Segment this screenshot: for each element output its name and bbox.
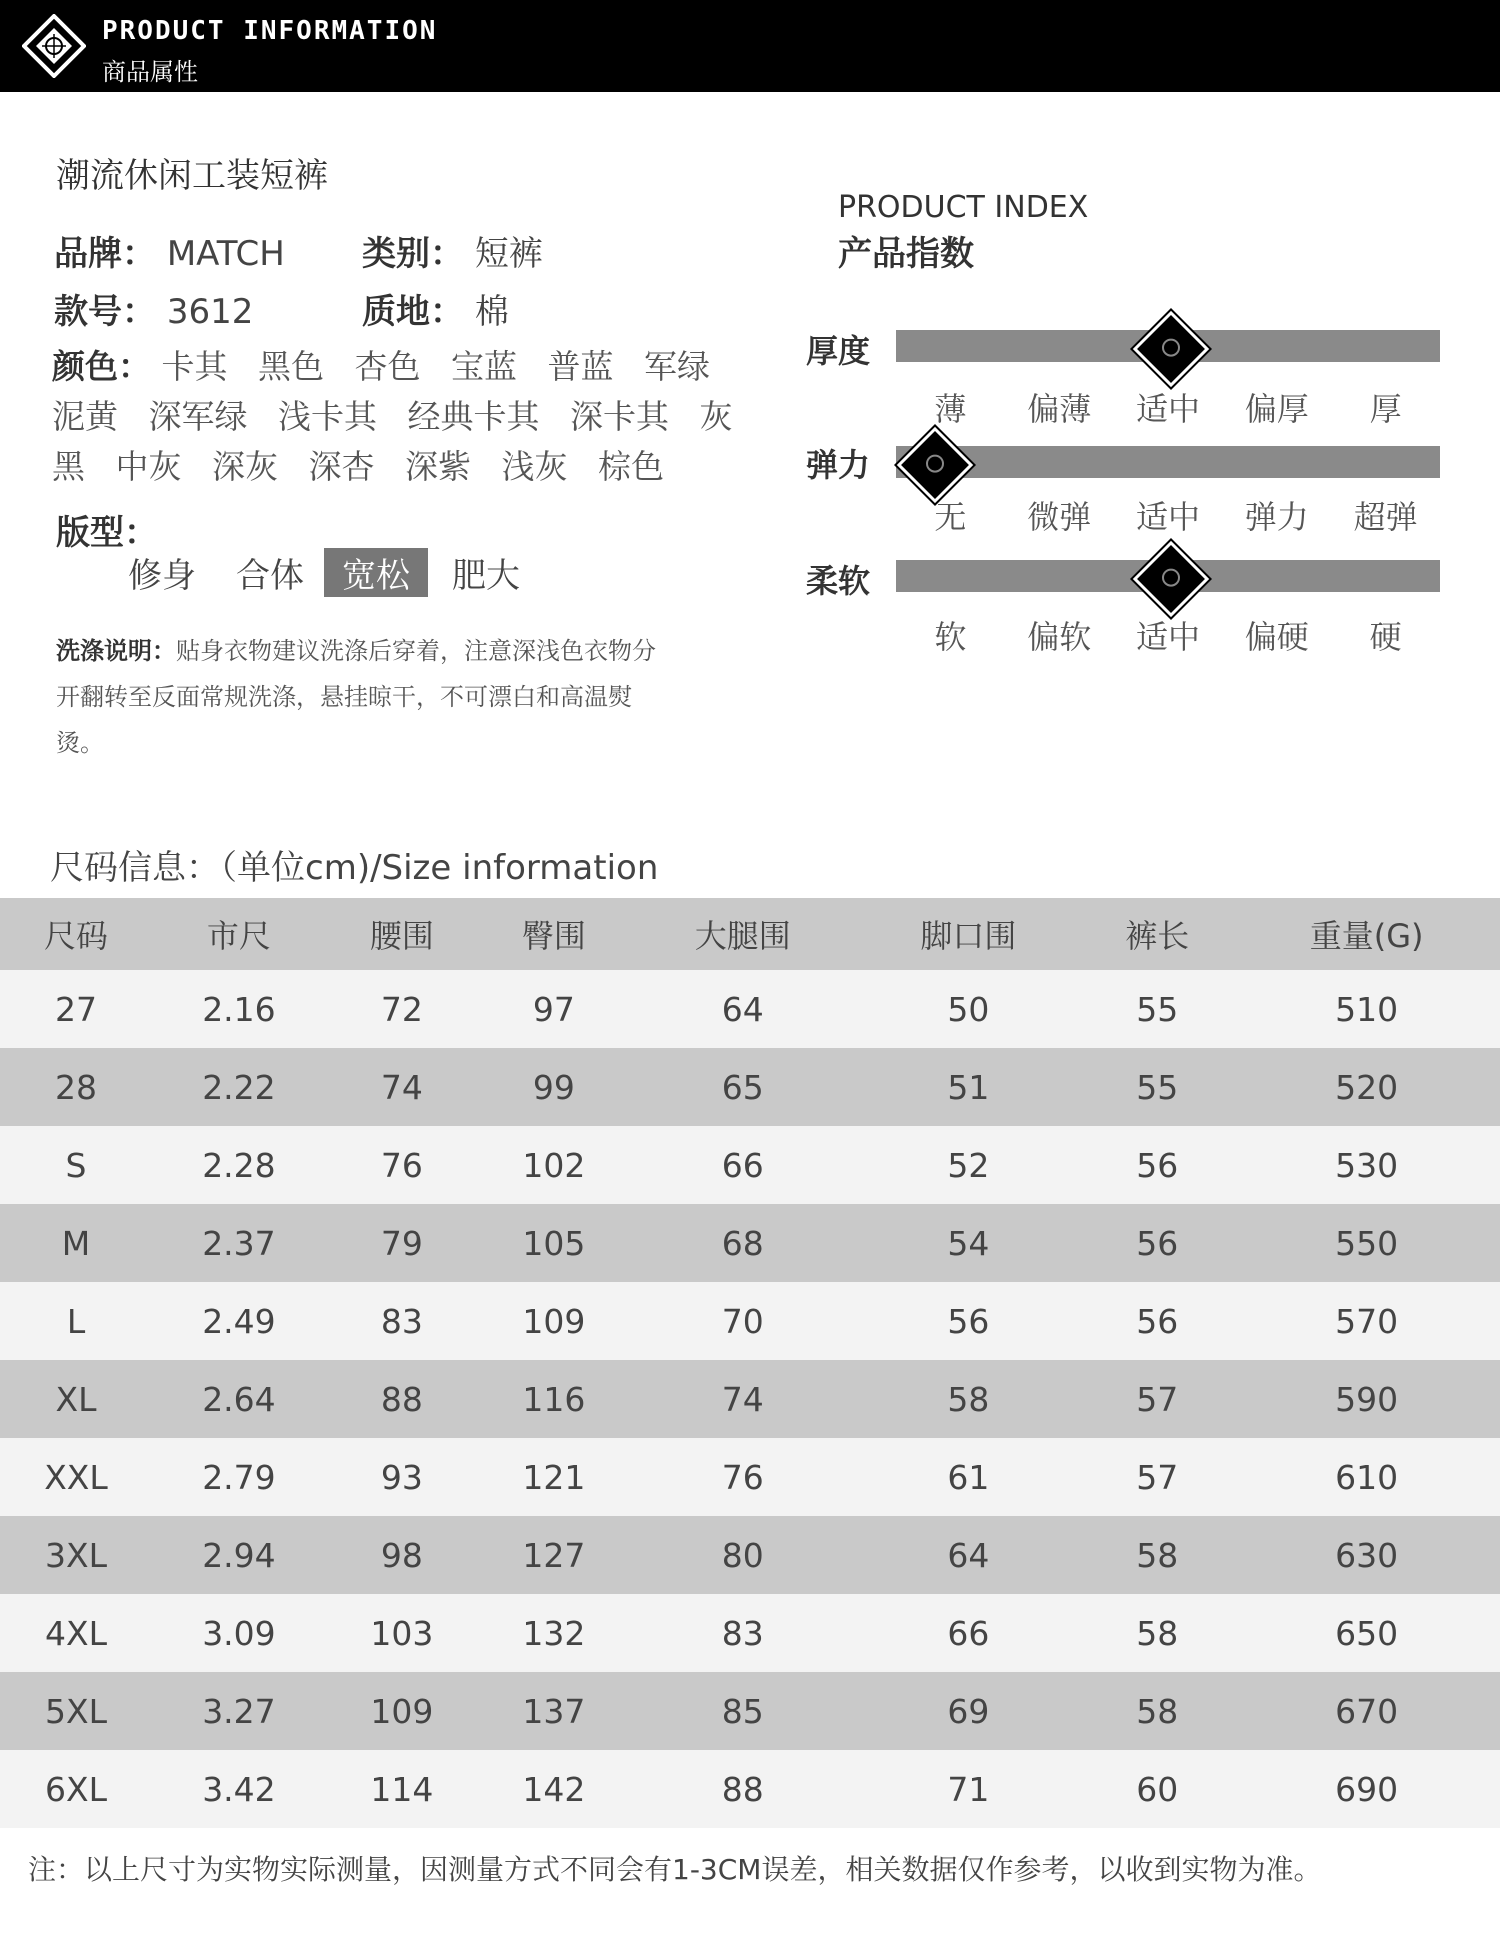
softness-marker-icon (1133, 541, 1209, 617)
material-attr (362, 284, 509, 333)
scale-label: 偏软 (1027, 618, 1092, 656)
table-cell: 52 (856, 1126, 1082, 1204)
wash-label: 洗涤说明： (56, 637, 176, 665)
table-cell: 65 (630, 1048, 856, 1126)
table-cell: 83 (326, 1282, 478, 1360)
table-row (0, 1126, 1500, 1204)
elasticity-bar (896, 446, 1440, 478)
scale-label: 无 (934, 498, 967, 536)
scale-label: 适中 (1135, 618, 1200, 656)
table-cell: 71 (856, 1750, 1082, 1828)
table-cell: 74 (630, 1360, 856, 1438)
table-cell: 2.16 (152, 970, 326, 1048)
scale-label: 偏薄 (1027, 390, 1092, 428)
table-row (0, 1672, 1500, 1750)
category-value: 短裤 (474, 234, 543, 274)
table-cell: 93 (326, 1438, 478, 1516)
table-cell: 56 (1081, 1282, 1233, 1360)
color-item: 经典卡其 (407, 397, 540, 436)
table-cell: 55 (1081, 1048, 1233, 1126)
size-info-title: 尺码信息：（单位cm)/Size information (50, 848, 659, 888)
col-header: 尺码 (0, 898, 152, 970)
color-item: 灰黑 (52, 397, 733, 486)
category-attr (362, 226, 543, 275)
page-header (0, 0, 1500, 92)
table-cell: 2.94 (152, 1516, 326, 1594)
brand-logo-icon (22, 14, 86, 78)
color-item: 宝蓝 (451, 347, 517, 386)
table-cell: 88 (630, 1750, 856, 1828)
table-cell: XL (0, 1360, 152, 1438)
scale-label: 超弹 (1353, 498, 1418, 536)
table-cell: 2.28 (152, 1126, 326, 1204)
scale-label: 偏厚 (1244, 390, 1309, 428)
table-cell: 58 (1081, 1672, 1233, 1750)
scale-label: 薄 (934, 390, 967, 428)
table-cell: 116 (478, 1360, 630, 1438)
table-cell: 56 (856, 1282, 1082, 1360)
table-cell: 137 (478, 1672, 630, 1750)
table-cell: 60 (1081, 1750, 1233, 1828)
table-cell: 121 (478, 1438, 630, 1516)
table-cell: 56 (1081, 1126, 1233, 1204)
product-title: 潮流休闲工装短裤 (56, 156, 328, 196)
scale-label: 弹力 (1244, 498, 1309, 536)
color-item: 深杏 (308, 447, 375, 486)
col-header: 大腿围 (630, 898, 856, 970)
col-header: 臀围 (478, 898, 630, 970)
size-table (0, 898, 1500, 1828)
table-cell: 550 (1233, 1204, 1500, 1282)
table-cell: 2.49 (152, 1282, 326, 1360)
table-cell: 99 (478, 1048, 630, 1126)
table-cell: 590 (1233, 1360, 1500, 1438)
size-table-header (0, 898, 1500, 970)
color-item: 深紫 (405, 447, 471, 486)
table-cell: 70 (630, 1282, 856, 1360)
color-item: 普蓝 (547, 347, 614, 386)
scale-label: 软 (934, 618, 967, 656)
table-cell: 510 (1233, 970, 1500, 1048)
fit-option-oversized: 肥大 (452, 556, 520, 596)
table-cell: 127 (478, 1516, 630, 1594)
table-cell: 102 (478, 1126, 630, 1204)
brand-attr (54, 226, 285, 275)
table-cell: 109 (478, 1282, 630, 1360)
table-cell: 103 (326, 1594, 478, 1672)
brand-value: MATCH (166, 234, 285, 274)
material-value: 棉 (474, 292, 509, 332)
table-cell: 670 (1233, 1672, 1500, 1750)
table-cell: 570 (1233, 1282, 1500, 1360)
table-cell: S (0, 1126, 152, 1204)
table-cell: 2.22 (152, 1048, 326, 1126)
header-title-cn: 商品属性 (102, 58, 198, 86)
table-cell: 3.09 (152, 1594, 326, 1672)
table-cell: 2.37 (152, 1204, 326, 1282)
table-cell: 79 (326, 1204, 478, 1282)
table-row (0, 1282, 1500, 1360)
material-label: 质地： (362, 292, 464, 332)
colors-label: 颜色： (52, 347, 151, 386)
table-cell: 142 (478, 1750, 630, 1828)
color-item: 深卡其 (570, 397, 669, 436)
color-item: 军绿 (644, 347, 710, 386)
color-item: 杏色 (354, 347, 421, 386)
scale-label: 厚 (1369, 390, 1402, 428)
table-cell: 80 (630, 1516, 856, 1594)
elasticity-label: 弹力 (806, 446, 871, 484)
table-cell: 2.64 (152, 1360, 326, 1438)
table-cell: 610 (1233, 1438, 1500, 1516)
table-cell: 72 (326, 970, 478, 1048)
thickness-marker-icon (1133, 311, 1209, 387)
table-row (0, 1594, 1500, 1672)
table-cell: 27 (0, 970, 152, 1048)
table-cell: 28 (0, 1048, 152, 1126)
table-row (0, 1204, 1500, 1282)
thickness-scale (896, 384, 1440, 430)
thickness-label: 厚度 (806, 332, 871, 370)
fit-label: 版型： (56, 513, 158, 553)
table-cell: 3XL (0, 1516, 152, 1594)
color-list (52, 342, 752, 492)
table-row (0, 1360, 1500, 1438)
brand-label: 品牌： (54, 234, 156, 274)
fit-option-regular: 合体 (236, 556, 304, 596)
table-cell: 98 (326, 1516, 478, 1594)
model-label: 款号： (54, 292, 156, 332)
color-item: 黑色 (258, 347, 324, 386)
table-cell: 530 (1233, 1126, 1500, 1204)
fit-option-loose-selected: 宽松 (324, 548, 428, 597)
color-item: 浅卡其 (278, 397, 377, 436)
table-cell: 88 (326, 1360, 478, 1438)
category-label: 类别： (362, 234, 464, 274)
table-row (0, 1750, 1500, 1828)
col-header: 裤长 (1081, 898, 1233, 970)
table-cell: 58 (1081, 1516, 1233, 1594)
fit-option-slim: 修身 (128, 556, 196, 596)
table-cell: 76 (630, 1438, 856, 1516)
table-cell: 66 (856, 1594, 1082, 1672)
table-cell: M (0, 1204, 152, 1282)
table-cell: 76 (326, 1126, 478, 1204)
color-item: 深灰 (212, 447, 278, 486)
color-item: 泥黄 (52, 397, 118, 436)
size-note: 注：以上尺寸为实物实际测量，因测量方式不同会有1-3CM误差，相关数据仅作参考，以收到实物为准。 (28, 1853, 1322, 1886)
wash-text: 贴身衣物建议洗涤后穿着，注意深浅色衣物分开翻转至反面常规洗涤，悬挂晾干，不可漂白和高温熨烫。 (56, 637, 656, 757)
index-title-cn: 产品指数 (838, 234, 974, 274)
table-cell: 68 (630, 1204, 856, 1282)
table-cell: 57 (1081, 1360, 1233, 1438)
table-cell: 69 (856, 1672, 1082, 1750)
elasticity-scale (896, 492, 1440, 538)
table-cell: 6XL (0, 1750, 152, 1828)
table-cell: 61 (856, 1438, 1082, 1516)
model-attr (54, 284, 253, 333)
scale-label: 偏硬 (1244, 618, 1309, 656)
table-cell: 55 (1081, 970, 1233, 1048)
table-cell: 4XL (0, 1594, 152, 1672)
color-item: 棕色 (598, 447, 664, 486)
size-table-body (0, 970, 1500, 1828)
table-cell: 690 (1233, 1750, 1500, 1828)
table-cell: XXL (0, 1438, 152, 1516)
scale-label: 微弹 (1027, 498, 1092, 536)
table-cell: 54 (856, 1204, 1082, 1282)
softness-scale (896, 612, 1440, 658)
table-cell: 57 (1081, 1438, 1233, 1516)
color-item: 深军绿 (148, 397, 248, 436)
model-value: 3612 (166, 292, 254, 332)
index-title-en: PRODUCT INDEX (838, 190, 1089, 225)
table-cell: 2.79 (152, 1438, 326, 1516)
table-cell: 83 (630, 1594, 856, 1672)
table-row (0, 1516, 1500, 1594)
wash-instructions (56, 628, 656, 766)
table-cell: 5XL (0, 1672, 152, 1750)
color-item: 中灰 (115, 447, 182, 486)
color-item: 卡其 (161, 347, 228, 386)
col-header: 腰围 (326, 898, 478, 970)
softness-label: 柔软 (806, 562, 871, 600)
table-cell: 85 (630, 1672, 856, 1750)
table-cell: 74 (326, 1048, 478, 1126)
table-cell: 56 (1081, 1204, 1233, 1282)
table-cell: 51 (856, 1048, 1082, 1126)
table-cell: 132 (478, 1594, 630, 1672)
table-cell: 105 (478, 1204, 630, 1282)
table-cell: 58 (856, 1360, 1082, 1438)
col-header: 市尺 (152, 898, 326, 970)
table-cell: 109 (326, 1672, 478, 1750)
table-cell: 50 (856, 970, 1082, 1048)
table-cell: 97 (478, 970, 630, 1048)
table-cell: 58 (1081, 1594, 1233, 1672)
table-cell: 520 (1233, 1048, 1500, 1126)
table-row (0, 1048, 1500, 1126)
table-cell: 3.42 (152, 1750, 326, 1828)
col-header: 重量(G) (1233, 898, 1500, 970)
table-cell: 64 (630, 970, 856, 1048)
table-cell: 114 (326, 1750, 478, 1828)
scale-label: 硬 (1369, 618, 1402, 656)
table-row (0, 1438, 1500, 1516)
scale-label: 适中 (1135, 498, 1200, 536)
col-header: 脚口围 (856, 898, 1082, 970)
table-cell: 64 (856, 1516, 1082, 1594)
table-cell: 630 (1233, 1516, 1500, 1594)
table-cell: L (0, 1282, 152, 1360)
color-item: 浅灰 (501, 447, 568, 486)
table-cell: 650 (1233, 1594, 1500, 1672)
table-cell: 66 (630, 1126, 856, 1204)
table-row (0, 970, 1500, 1048)
header-title-en: PRODUCT INFORMATION (102, 16, 438, 46)
scale-label: 适中 (1135, 390, 1200, 428)
table-cell: 3.27 (152, 1672, 326, 1750)
